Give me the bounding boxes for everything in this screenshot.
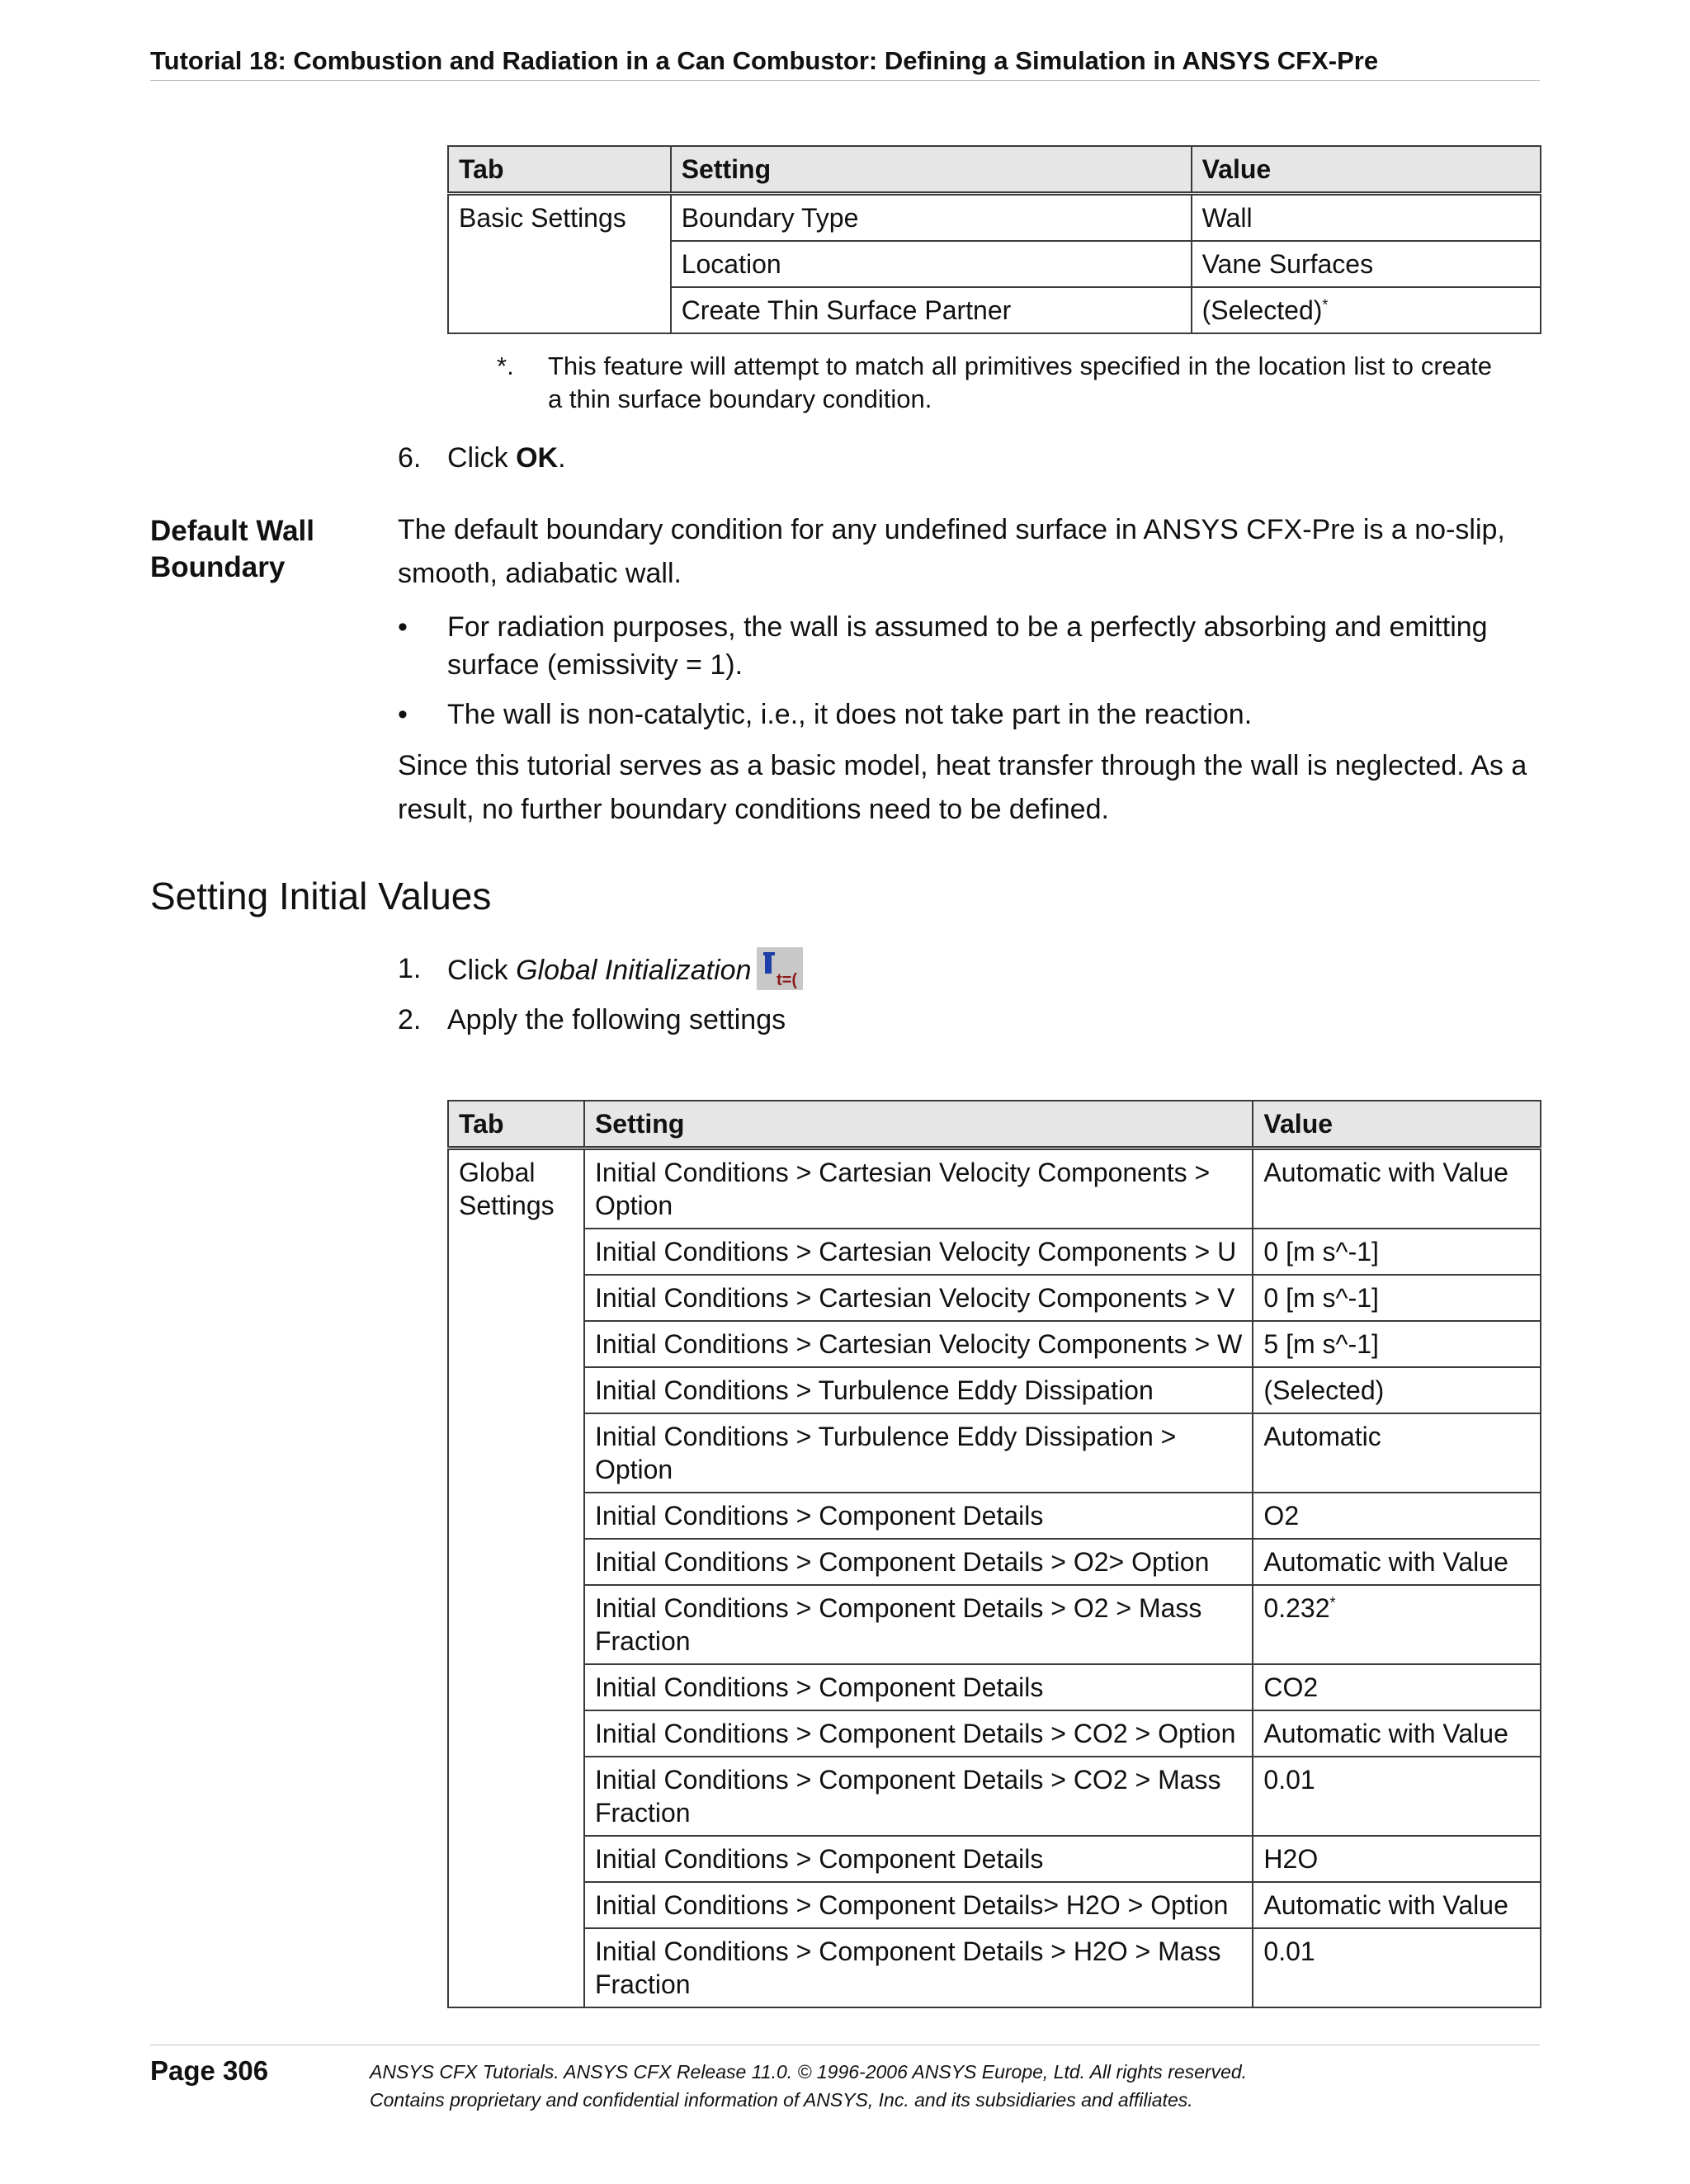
value-cell: 0.01 (1253, 1928, 1541, 2007)
setting-cell: Initial Conditions > Cartesian Velocity Components > V (584, 1275, 1253, 1321)
value-cell: (Selected) (1253, 1367, 1541, 1413)
value-cell: 0 [m s^-1] (1253, 1229, 1541, 1275)
tab-cell: Basic Settings (448, 194, 671, 334)
setting-cell: Initial Conditions > Component Details > CO2 > Option (584, 1710, 1253, 1757)
setting-cell: Initial Conditions > Component Details > H2O > Mass Fraction (584, 1928, 1253, 2007)
list-item (398, 696, 1537, 734)
svg-text:t=(: t=( (776, 971, 797, 989)
setting-cell: Create Thin Surface Partner (671, 287, 1192, 333)
table-row (448, 1493, 1541, 1539)
value-cell (1253, 1585, 1541, 1664)
setting-cell: Location (671, 241, 1192, 287)
setting-cell: Initial Conditions > Cartesian Velocity Components > U (584, 1229, 1253, 1275)
value-cell: Automatic with Value (1253, 1149, 1541, 1229)
table-footnote (497, 350, 1492, 416)
column-header-tab: Tab (448, 146, 671, 194)
bullet-icon: • (398, 699, 408, 730)
value-cell: Vane Surfaces (1192, 241, 1541, 287)
table-row (448, 1836, 1541, 1882)
value-cell: Automatic with Value (1253, 1882, 1541, 1928)
step-number: 6. (398, 442, 422, 474)
value-text: (Selected) (1201, 295, 1323, 325)
footnote-ref: * (1322, 296, 1329, 314)
footnote-mark: *. (497, 351, 514, 380)
value-cell: CO2 (1253, 1664, 1541, 1710)
step-text: Click OK. (447, 442, 566, 474)
value-cell: H2O (1253, 1836, 1541, 1882)
value-cell: Automatic (1253, 1413, 1541, 1493)
boundary-settings-table (447, 145, 1541, 334)
setting-cell: Initial Conditions > Component Details> H2O > Option (584, 1882, 1253, 1928)
table-row (448, 1539, 1541, 1585)
step-number: 1. (398, 953, 422, 984)
footer-line-1: ANSYS CFX Tutorials. ANSYS CFX Release 11.0. © 1996-2006 ANSYS Europe, Ltd. All rights reserved. (370, 2061, 1248, 2083)
value-text: 0.232 (1263, 1593, 1330, 1623)
bullet-text: The wall is non-catalytic, i.e., it does not take part in the reaction. (447, 699, 1253, 730)
setting-cell: Initial Conditions > Component Details (584, 1664, 1253, 1710)
bullet-icon: • (398, 611, 408, 643)
step-text: Apply the following settings (447, 1004, 786, 1035)
column-header-setting: Setting (671, 146, 1192, 194)
value-cell: Wall (1192, 194, 1541, 242)
table-row (448, 1710, 1541, 1757)
column-header-tab: Tab (448, 1101, 584, 1149)
default-wall-intro: The default boundary condition for any undefined surface in ANSYS CFX-Pre is a no-slip, smooth, adiabatic wall. (398, 514, 1505, 589)
setting-cell: Initial Conditions > Component Details > O2 > Mass Fraction (584, 1585, 1253, 1664)
value-cell: 0.01 (1253, 1757, 1541, 1836)
table-row (448, 1757, 1541, 1836)
table-row (448, 1413, 1541, 1493)
table-row (448, 1928, 1541, 2007)
tab-cell: Global Settings (448, 1149, 584, 2008)
setting-cell: Initial Conditions > Turbulence Eddy Dissipation (584, 1367, 1253, 1413)
global-initialization-label: Global Initialization (516, 954, 752, 986)
table-row (448, 1229, 1541, 1275)
setting-cell: Initial Conditions > Component Details > O2> Option (584, 1539, 1253, 1585)
table-row (448, 1321, 1541, 1367)
footer-line-2: Contains proprietary and confidential information of ANSYS, Inc. and its subsidiaries and affiliates. (370, 2089, 1193, 2111)
setting-cell: Initial Conditions > Cartesian Velocity Components > W (584, 1321, 1253, 1367)
running-header: Tutorial 18: Combustion and Radiation in a Can Combustor: Defining a Simulation in ANSYS CFX-Pre (150, 45, 1540, 81)
step-text: Click Global Initialization t=( (447, 950, 803, 993)
column-header-value: Value (1253, 1101, 1541, 1149)
section-heading-default-wall: Default Wall Boundary (150, 515, 314, 583)
table-row (448, 1275, 1541, 1321)
table-row (448, 1585, 1541, 1664)
value-cell: Automatic with Value (1253, 1710, 1541, 1757)
setting-cell: Initial Conditions > Component Details (584, 1493, 1253, 1539)
initial-values-table (447, 1100, 1541, 2008)
table-row (448, 1664, 1541, 1710)
footer-copyright (370, 2058, 1541, 2114)
bullet-text: For radiation purposes, the wall is assumed to be a perfectly absorbing and emitting surface (emissivity = 1). (447, 611, 1488, 681)
ok-label: OK (516, 442, 559, 474)
setting-cell: Initial Conditions > Cartesian Velocity Components > Option (584, 1149, 1253, 1229)
footnote-text: This feature will attempt to match all primitives specified in the location list to create a thin surface boundary condition. (548, 351, 1492, 413)
table-row (448, 1882, 1541, 1928)
value-cell: Automatic with Value (1253, 1539, 1541, 1585)
section-title-initial-values: Setting Initial Values (150, 875, 492, 917)
footnote-ref: * (1329, 1594, 1336, 1611)
step-number: 2. (398, 1004, 422, 1035)
setting-cell: Initial Conditions > Turbulence Eddy Dissipation > Option (584, 1413, 1253, 1493)
default-wall-closing: Since this tutorial serves as a basic model, heat transfer through the wall is neglected. As a result, no further boundary conditions need to be defined. (398, 750, 1527, 825)
table-row (448, 1149, 1541, 1229)
value-cell (1192, 287, 1541, 333)
table-row (448, 1367, 1541, 1413)
table-header-row (448, 1101, 1541, 1149)
setting-cell: Boundary Type (671, 194, 1192, 242)
value-cell: O2 (1253, 1493, 1541, 1539)
list-item (398, 608, 1537, 684)
page-number: Page 306 (150, 2055, 269, 2086)
global-initialization-icon[interactable] (757, 947, 803, 990)
column-header-setting: Setting (584, 1101, 1253, 1149)
setting-cell: Initial Conditions > Component Details (584, 1836, 1253, 1882)
value-cell: 5 [m s^-1] (1253, 1321, 1541, 1367)
column-header-value: Value (1192, 146, 1541, 194)
setting-cell: Initial Conditions > Component Details > CO2 > Mass Fraction (584, 1757, 1253, 1836)
table-row (448, 194, 1541, 242)
value-cell: 0 [m s^-1] (1253, 1275, 1541, 1321)
table-header-row (448, 146, 1541, 194)
